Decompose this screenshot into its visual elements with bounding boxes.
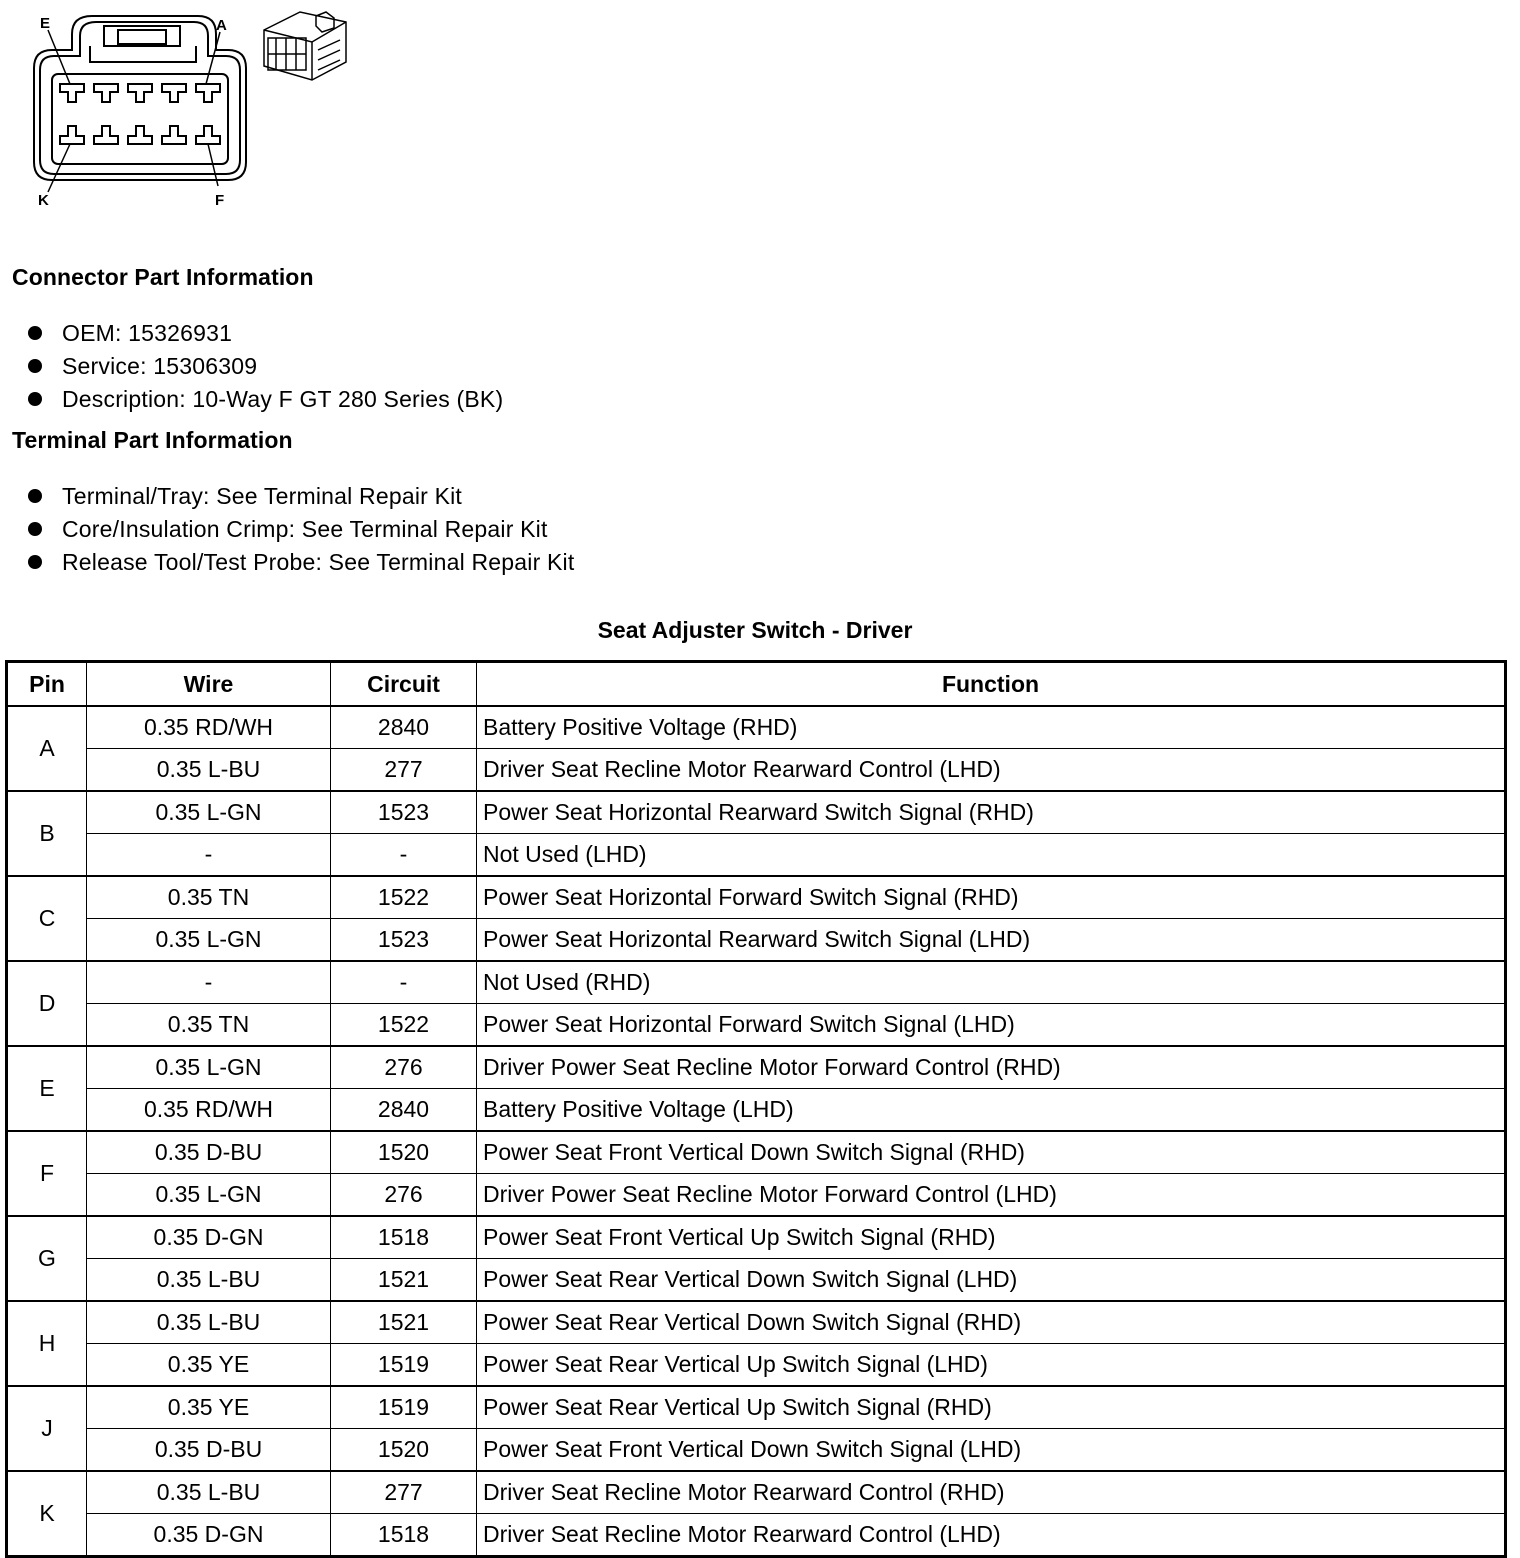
circuit-cell: 276 <box>331 1174 477 1217</box>
circuit-cell: 1518 <box>331 1216 477 1259</box>
circuit-cell: 2840 <box>331 1089 477 1132</box>
function-cell: Power Seat Horizontal Forward Switch Signal (LHD) <box>477 1004 1506 1047</box>
function-cell: Driver Power Seat Recline Motor Forward Control (RHD) <box>477 1046 1506 1089</box>
function-cell: Battery Positive Voltage (RHD) <box>477 706 1506 749</box>
header-wire: Wire <box>87 662 331 707</box>
wire-cell: 0.35 TN <box>87 876 331 919</box>
function-cell: Power Seat Horizontal Rearward Switch Signal (LHD) <box>477 919 1506 962</box>
wire-cell: 0.35 L-BU <box>87 1471 331 1514</box>
circuit-cell: - <box>331 834 477 877</box>
pin-cell: H <box>7 1301 87 1386</box>
wire-cell: 0.35 L-BU <box>87 1301 331 1344</box>
circuit-cell: 1523 <box>331 791 477 834</box>
circuit-cell: 1521 <box>331 1301 477 1344</box>
table-row <box>7 1004 1506 1047</box>
pin-cell: D <box>7 961 87 1046</box>
table-row <box>7 1429 1506 1472</box>
pin-label-e: E <box>40 15 51 32</box>
pin-cell: C <box>7 876 87 961</box>
bullet-icon <box>28 359 42 373</box>
wire-cell: 0.35 L-BU <box>87 1259 331 1302</box>
circuit-cell: 1521 <box>331 1259 477 1302</box>
circuit-cell: 1519 <box>331 1386 477 1429</box>
function-cell: Driver Seat Recline Motor Rearward Control (LHD) <box>477 749 1506 792</box>
wire-cell: 0.35 L-GN <box>87 1174 331 1217</box>
pin-cell: A <box>7 706 87 791</box>
table-row <box>7 1174 1506 1217</box>
circuit-cell: 1519 <box>331 1344 477 1387</box>
wire-cell: 0.35 YE <box>87 1386 331 1429</box>
connector-3d-icon <box>264 12 346 80</box>
bullet-icon <box>28 392 42 406</box>
wire-cell: 0.35 RD/WH <box>87 706 331 749</box>
table-row <box>7 876 1506 919</box>
table-header-row <box>7 662 1506 707</box>
wire-cell: 0.35 L-BU <box>87 749 331 792</box>
pinout-table <box>5 660 1507 1558</box>
table-row <box>7 1046 1506 1089</box>
function-cell: Power Seat Horizontal Rearward Switch Signal (RHD) <box>477 791 1506 834</box>
wire-cell: 0.35 D-BU <box>87 1131 331 1174</box>
function-cell: Power Seat Front Vertical Down Switch Signal (RHD) <box>477 1131 1506 1174</box>
wire-cell: 0.35 L-GN <box>87 919 331 962</box>
function-cell: Driver Seat Recline Motor Rearward Control (LHD) <box>477 1514 1506 1557</box>
circuit-cell: 2840 <box>331 706 477 749</box>
table-row <box>7 1471 1506 1514</box>
function-cell: Power Seat Rear Vertical Down Switch Signal (RHD) <box>477 1301 1506 1344</box>
pin-cell: K <box>7 1471 87 1557</box>
circuit-cell: 1522 <box>331 1004 477 1047</box>
circuit-cell: 1523 <box>331 919 477 962</box>
wire-cell: 0.35 D-GN <box>87 1216 331 1259</box>
circuit-cell: - <box>331 961 477 1004</box>
bullet-icon <box>28 326 42 340</box>
connector-part-info-heading: Connector Part Information <box>12 264 314 290</box>
wire-cell: - <box>87 834 331 877</box>
table-title: Seat Adjuster Switch - Driver <box>597 617 913 643</box>
circuit-cell: 277 <box>331 749 477 792</box>
pin-cell: E <box>7 1046 87 1131</box>
list-item: Release Tool/Test Probe: See Terminal Repair Kit <box>28 546 574 579</box>
table-row <box>7 834 1506 877</box>
function-cell: Power Seat Horizontal Forward Switch Signal (RHD) <box>477 876 1506 919</box>
function-cell: Driver Seat Recline Motor Rearward Control (RHD) <box>477 1471 1506 1514</box>
pin-label-a: A <box>216 17 227 34</box>
pin-cell: B <box>7 791 87 876</box>
bullet-icon <box>28 555 42 569</box>
pin-cell: J <box>7 1386 87 1471</box>
header-pin: Pin <box>7 662 87 707</box>
table-row <box>7 1386 1506 1429</box>
connector-part-info-list <box>28 317 503 416</box>
terminal-part-info-list <box>28 480 574 579</box>
circuit-cell: 1520 <box>331 1131 477 1174</box>
function-cell: Battery Positive Voltage (LHD) <box>477 1089 1506 1132</box>
circuit-cell: 277 <box>331 1471 477 1514</box>
terminal-part-info-heading: Terminal Part Information <box>12 427 293 453</box>
wire-cell: 0.35 D-BU <box>87 1429 331 1472</box>
list-item: Description: 10-Way F GT 280 Series (BK) <box>28 383 503 416</box>
function-cell: Power Seat Front Vertical Down Switch Signal (LHD) <box>477 1429 1506 1472</box>
function-cell: Power Seat Rear Vertical Up Switch Signal (LHD) <box>477 1344 1506 1387</box>
connector-diagram <box>0 0 370 220</box>
table-row <box>7 749 1506 792</box>
table-row <box>7 1131 1506 1174</box>
circuit-cell: 276 <box>331 1046 477 1089</box>
bullet-icon <box>28 489 42 503</box>
table-row <box>7 791 1506 834</box>
pin-label-k: K <box>38 192 49 209</box>
list-item: Service: 15306309 <box>28 350 503 383</box>
table-row <box>7 1301 1506 1344</box>
table-body <box>7 706 1506 1557</box>
wire-cell: 0.35 D-GN <box>87 1514 331 1557</box>
header-function: Function <box>477 662 1506 707</box>
wire-cell: 0.35 L-GN <box>87 1046 331 1089</box>
circuit-cell: 1522 <box>331 876 477 919</box>
table-row <box>7 1089 1506 1132</box>
list-item: Terminal/Tray: See Terminal Repair Kit <box>28 480 574 513</box>
function-cell: Not Used (RHD) <box>477 961 1506 1004</box>
pin-cell: G <box>7 1216 87 1301</box>
wire-cell: - <box>87 961 331 1004</box>
table-row <box>7 961 1506 1004</box>
function-cell: Power Seat Rear Vertical Down Switch Signal (LHD) <box>477 1259 1506 1302</box>
function-cell: Driver Power Seat Recline Motor Forward Control (LHD) <box>477 1174 1506 1217</box>
bullet-icon <box>28 522 42 536</box>
table-row <box>7 1514 1506 1557</box>
circuit-cell: 1518 <box>331 1514 477 1557</box>
table-row <box>7 706 1506 749</box>
pin-cell: F <box>7 1131 87 1216</box>
table-row <box>7 919 1506 962</box>
function-cell: Power Seat Front Vertical Up Switch Signal (RHD) <box>477 1216 1506 1259</box>
table-row <box>7 1216 1506 1259</box>
table-row <box>7 1344 1506 1387</box>
header-circuit: Circuit <box>331 662 477 707</box>
wire-cell: 0.35 TN <box>87 1004 331 1047</box>
list-item: Core/Insulation Crimp: See Terminal Repair Kit <box>28 513 574 546</box>
table-row <box>7 1259 1506 1302</box>
pin-label-f: F <box>215 192 225 209</box>
circuit-cell: 1520 <box>331 1429 477 1472</box>
list-item: OEM: 15326931 <box>28 317 503 350</box>
function-cell: Power Seat Rear Vertical Up Switch Signal (RHD) <box>477 1386 1506 1429</box>
wire-cell: 0.35 L-GN <box>87 791 331 834</box>
function-cell: Not Used (LHD) <box>477 834 1506 877</box>
wire-cell: 0.35 RD/WH <box>87 1089 331 1132</box>
wire-cell: 0.35 YE <box>87 1344 331 1387</box>
